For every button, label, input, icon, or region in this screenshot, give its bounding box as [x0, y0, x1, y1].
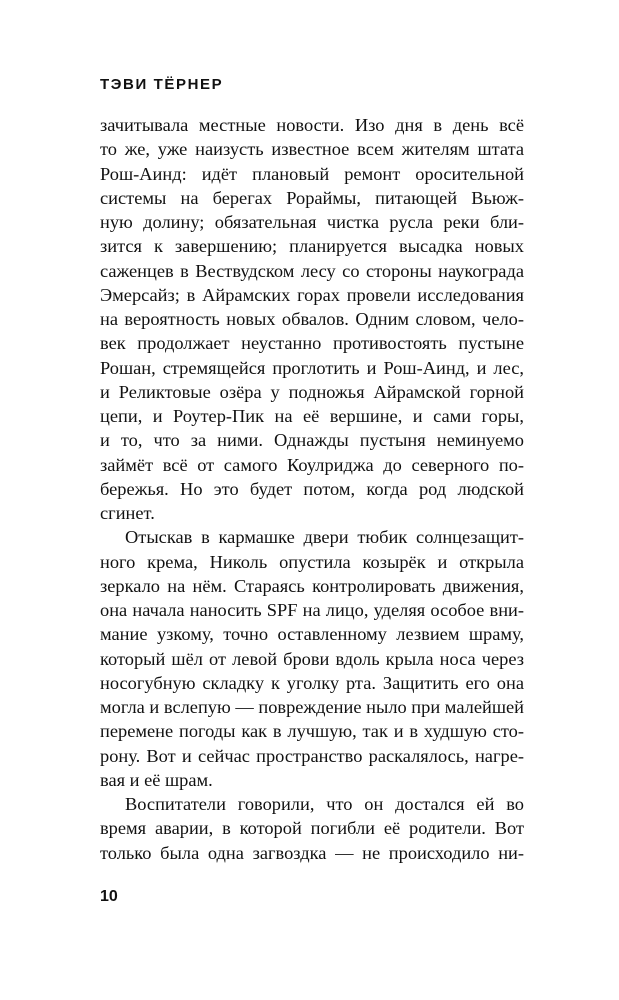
page-number: 10 — [100, 888, 118, 905]
text-line: на вероятность новых обвалов. Одним словом, чело- — [100, 309, 524, 329]
text-line: саженцев в Вествудском лесу со стороны наукограда — [100, 260, 524, 281]
text-line: ную долину; обязательная чистка русла реки бли- — [100, 212, 524, 232]
paragraph — [100, 113, 524, 525]
text-line: Рошан, стремящейся проглотить и Рош-Аинд, и лес, — [100, 357, 524, 378]
text-line: носогубную складку к уголку рта. Защитить его она — [100, 672, 524, 693]
text-line: зачитывала местные новости. Изо дня в день всё — [100, 115, 524, 135]
text-line: рону. Вот и сейчас пространство раскалялось, нагре- — [100, 745, 524, 766]
text-line: время аварии, в которой погибли её родители. Вот — [100, 818, 524, 839]
text-line: век продолжает неустанно противостоять пустыне — [100, 333, 524, 354]
text-line: системы на берегах Рораймы, питающей Вьюж- — [100, 187, 524, 208]
paragraph — [100, 525, 524, 792]
text-line: Воспитатели говорили, что он достался ей во — [125, 794, 524, 814]
text-line: могла и вслепую — повреждение ныло при малейшей — [100, 697, 524, 717]
text-line: Отыскав в кармашке двери тюбик солнцезащит- — [125, 527, 524, 548]
text-line: и Реликтовые озёра у подножья Айрамской горной — [100, 381, 524, 402]
text-line: зеркало на нём. Стараясь контролировать движения, — [100, 575, 524, 596]
text-line: который шёл от левой брови вдоль крыла носа через — [100, 648, 524, 669]
paragraph — [100, 792, 524, 865]
text-line: то же, уже наизусть известное всем жителям штата — [100, 139, 524, 160]
text-line: сгинет. — [100, 503, 155, 523]
text-line: займёт всё от самого Коулриджа до северного по- — [100, 454, 524, 475]
text-line: и то, что за ними. Однажды пустыня неминуемо — [100, 430, 524, 451]
text-line: мание узкому, точно оставленному лезвием шраму, — [100, 624, 524, 645]
text-line: ного крема, Николь опустила козырёк и открыла — [100, 551, 524, 572]
text-line: Эмерсайз; в Айрамских горах провели исследования — [100, 284, 524, 305]
text-line: перемене погоды как в лучшую, так и в худшую сто- — [100, 721, 524, 742]
text-line: цепи, и Роутер-Пик на её вершине, и сами горы, — [100, 406, 524, 426]
text-line: только была одна загвоздка — не происходило ни- — [100, 842, 524, 863]
text-line: вая и её шрам. — [100, 769, 213, 790]
body-text — [100, 113, 524, 865]
text-line: зится к завершению; планируется высадка новых — [100, 236, 524, 257]
text-line: она начала наносить SPF на лицо, уделяя особое вни- — [100, 600, 524, 620]
running-head: ТЭВИ ТЁРНЕР — [100, 76, 224, 93]
text-line: Рош-Аинд: идёт плановый ремонт оросительной — [100, 163, 524, 184]
text-line: бережья. Но это будет потом, когда род людской — [100, 478, 524, 499]
